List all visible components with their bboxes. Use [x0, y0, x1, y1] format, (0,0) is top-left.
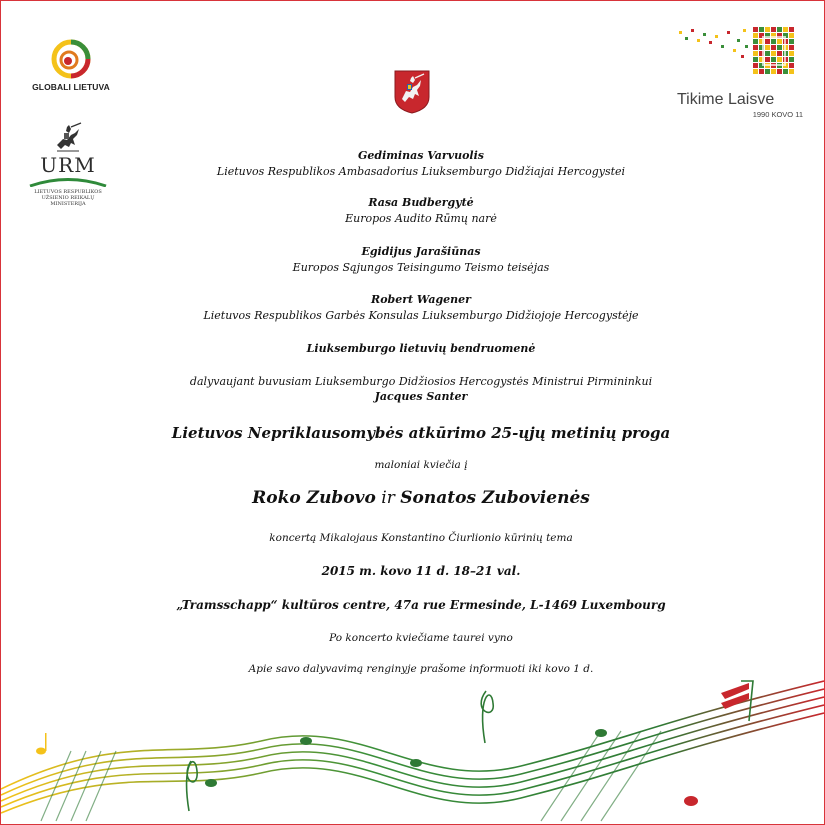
- host-4-role: Lietuvos Respublikos Garbės Konsulas Liuksemburgo Didžiojoje Hercogystėje: [203, 309, 639, 322]
- concert-description: koncertą Mikalojaus Konstantino Čiurlionio kūrinių tema: [269, 532, 573, 544]
- rsvp-note: Apie savo dalyvavimą renginyje prašome informuoti iki kovo 1 d.: [248, 663, 594, 675]
- performer-2: Sonatos Zubovienės: [400, 488, 590, 508]
- host-3-name: Egidijus Jarašiūnas: [361, 245, 481, 258]
- vytis-knight-icon: [51, 121, 85, 155]
- globali-lietuva-caption: GLOBALI LIETUVA: [32, 82, 110, 92]
- participation-text: dalyvaujant buvusiam Liuksemburgo Didžiosios Hercogystės Ministrui Pirmininkui: [189, 375, 653, 388]
- host-2-role: Europos Audito Rūmų narė: [345, 212, 497, 225]
- urm-ministry-name: [23, 189, 113, 207]
- event-datetime: 2015 m. kovo 11 d. 18–21 val.: [321, 564, 521, 578]
- invite-text: maloniai kviečia į: [374, 459, 468, 471]
- urm-line-3: MINISTERIJA: [50, 201, 86, 207]
- urm-acronym: URM: [40, 153, 96, 177]
- participant-name: Jacques Santer: [374, 390, 468, 403]
- tikime-laisve-date: 1990 KOVO 11: [752, 110, 803, 119]
- performers-connector: ir: [381, 488, 395, 508]
- host-3-role: Europos Sąjungos Teisingumo Teismo teisėjas: [292, 261, 550, 274]
- community-name: Liuksemburgo lietuvių bendruomenė: [306, 342, 536, 355]
- occasion-heading: Lietuvos Nepriklausomybės atkūrimo 25-ųjų metinių proga: [171, 424, 671, 442]
- host-1-name: Gediminas Varvuolis: [358, 149, 484, 162]
- host-2-name: Rasa Budbergytė: [368, 196, 474, 209]
- performer-1: Roko Zubovo: [252, 488, 376, 508]
- urm-arc-icon: [28, 177, 108, 187]
- host-1-role: Lietuvos Respublikos Ambasadorius Liuksemburgo Didžiajai Hercogystei: [216, 165, 626, 178]
- globali-lietuva-emblem-icon: [51, 39, 91, 79]
- urm-line-2: UŽSIENIO REIKALŲ: [41, 195, 95, 201]
- music-staff-decoration: [1, 671, 824, 824]
- event-venue: „Tramsschapp“ kultūros centre, 47a rue Ermesinde, L-1469 Luxembourg: [176, 598, 666, 612]
- globali-lietuva-logo: [31, 39, 111, 92]
- host-4-name: Robert Wagener: [371, 293, 471, 306]
- urm-logo: [23, 121, 113, 207]
- performers-heading: [141, 488, 701, 508]
- after-concert-note: Po koncerto kviečiame taurei vyno: [329, 632, 513, 644]
- tikime-laisve-title: Tikime Laisve: [677, 91, 775, 108]
- urm-line-1: LIETUVOS RESPUBLIKOS: [34, 189, 102, 195]
- invitation-text: [141, 1, 701, 701]
